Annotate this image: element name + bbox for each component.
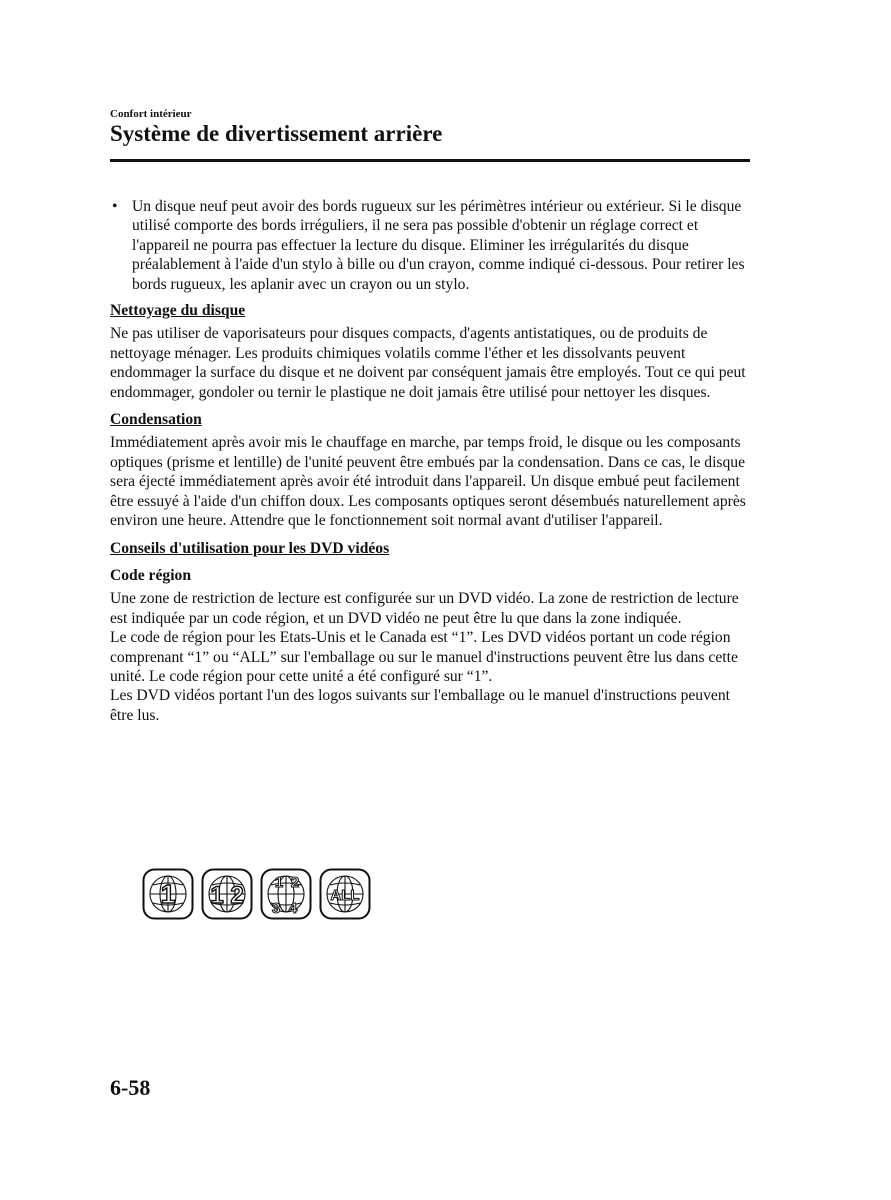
logo3-text-2: 2 bbox=[290, 874, 300, 891]
region-code-heading: Code région bbox=[110, 566, 191, 584]
cleaning-heading: Nettoyage du disque bbox=[110, 302, 246, 320]
cleaning-text: Ne pas utiliser de vaporisateurs pour disques compacts, d'agents antistatiques, ou de produits de nettoyage ménager. Les produits chimiques volatils comme l'éther et les dissolvants peuvent endommager la surface du disque et ne doivent par conséquent jamais être employés. Tout ce qui peut endommager, gondoler ou ternir le plastique ne doit jamais être utilisé pour nettoyer les disques. bbox=[110, 325, 746, 401]
dvd-tips-heading: Conseils d'utilisation pour les DVD vidéos bbox=[110, 539, 390, 557]
logo4-text: ALL bbox=[330, 887, 360, 904]
bullet-text: Un disque neuf peut avoir des bords rugueux sur les périmètres intérieur ou extérieur. Si le disque utilisé comporte des bords irréguliers, il ne sera pas possible d'obtenir un réglage correct et l'appareil ne pourra pas effectuer la lecture du disque. Eliminer les irrégularités du disque préalablement à l'aide d'un stylo à bille ou d'un crayon, comme indiqué ci-dessous. Pour retirer les bords rugueux, les aplanir avec un crayon ou un stylo. bbox=[132, 198, 745, 293]
region-1-logo bbox=[142, 868, 194, 920]
condensation-text: Immédiatement après avoir mis le chauffage en marche, par temps froid, le disque ou les composants optiques (prisme et lentille) de l'unité peuvent être embués par la condensation. Dans ce cas, le disque sera éjecté immédiatement après avoir été introduit dans l'appareil. Un disque embué peut facilement être essuyé à l'aide d'un chiffon doux. Les composants optiques seront désembués naturellement après environ une heure. Attendre que le fonctionnement soit normal avant d'utiliser l'appareil. bbox=[110, 434, 746, 530]
region-1234-logo bbox=[260, 868, 312, 920]
region-12-logo bbox=[201, 868, 253, 920]
title-rule bbox=[110, 159, 750, 162]
bullet-item bbox=[110, 197, 752, 294]
logo3-text-1: 1 bbox=[274, 874, 284, 891]
logo1-text: 1 bbox=[160, 879, 176, 909]
bullet-dot: • bbox=[112, 198, 118, 215]
region-para-3: Les DVD vidéos portant l'un des logos suivants sur l'emballage ou le manuel d'instructions peuvent être lus. bbox=[110, 687, 730, 724]
section-label: Confort intérieur bbox=[110, 108, 192, 120]
region-all-logo bbox=[319, 868, 371, 920]
condensation-heading: Condensation bbox=[110, 411, 202, 429]
logo2-text: 1 2 bbox=[210, 882, 244, 909]
region-para-2: Le code de région pour les Etats-Unis et le Canada est “1”. Les DVD vidéos portant un code région comprenant “1” ou “ALL” sur l'emballage ou sur le manuel d'instructions peuvent être lus dans cette unité. Le code région pour cette unité a été configuré sur “1”. bbox=[110, 629, 738, 685]
body-content bbox=[110, 197, 752, 725]
page-title: Système de divertissement arrière bbox=[110, 121, 443, 146]
region-logos bbox=[142, 868, 371, 920]
region-para-1: Une zone de restriction de lecture est configurée sur un DVD vidéo. La zone de restriction de lecture est indiquée par un code région, et un DVD vidéo ne peut être lu que dans la zone indiquée. bbox=[110, 590, 739, 627]
logo3-text-3: 3 bbox=[271, 900, 281, 917]
page-number: 6-58 bbox=[110, 1075, 151, 1100]
logo3-text-4: 4 bbox=[288, 900, 298, 917]
